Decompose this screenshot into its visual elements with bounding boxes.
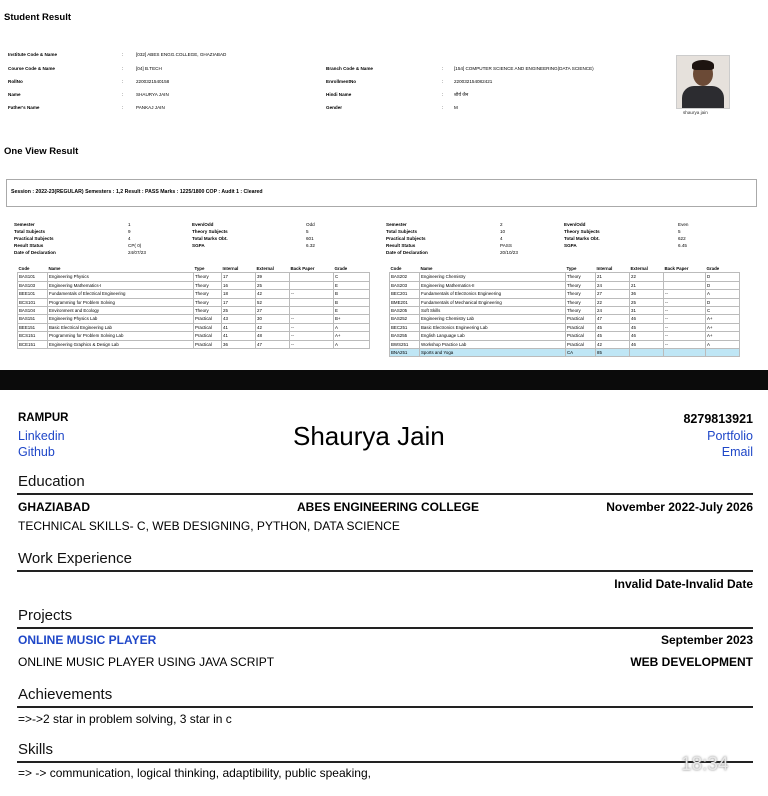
table-cell: Environment and Ecology	[48, 307, 194, 315]
table-cell: Engineering Physics	[48, 273, 194, 281]
stat-label: Semester	[386, 222, 407, 227]
sem2-result-status: PASS	[500, 243, 512, 248]
table-cell: --	[664, 298, 706, 306]
table-cell: 24	[596, 281, 630, 289]
branch-value: [154] COMPUTER SCIENCE AND ENGINEERING(DATA SCIENCE)	[454, 66, 594, 71]
stat-label: Date of Declaration	[14, 250, 56, 255]
sem1-stats	[14, 222, 384, 262]
table-row	[18, 307, 370, 315]
sem2-subject-table	[389, 265, 740, 357]
column-header: Grade	[334, 266, 348, 271]
sem2-theory-subjects: 5	[678, 229, 681, 234]
stat-label: Even/Odd	[192, 222, 214, 227]
table-cell: BCS101	[18, 298, 48, 306]
course-row	[8, 66, 668, 78]
table-cell	[630, 349, 664, 357]
table-cell: 17	[222, 298, 256, 306]
table-cell: BAS103	[18, 281, 48, 289]
institute-row	[8, 52, 668, 64]
candidate-name: Shaurya Jain	[293, 421, 445, 451]
separator: :	[122, 79, 124, 84]
location-text: RAMPUR	[18, 412, 69, 424]
resume-section	[0, 390, 768, 796]
table-cell: Programming for Problem Solving Lab	[48, 332, 194, 340]
student-result-panel	[0, 0, 768, 370]
project-category: WEB DEVELOPMENT	[630, 655, 753, 669]
table-row	[18, 323, 370, 331]
rollno-value: 2200321540158	[136, 79, 170, 84]
education-detail: TECHNICAL SKILLS- C, WEB DESIGNING, PYTHON, DATA SCIENCE	[18, 519, 400, 533]
column-header: Type	[566, 266, 577, 271]
student-photo	[676, 55, 730, 109]
table-row	[18, 298, 370, 306]
table-cell: 25	[222, 307, 256, 315]
column-header: Code	[18, 266, 30, 271]
stat-label: Practical Subjects	[386, 236, 426, 241]
table-cell: --	[664, 315, 706, 323]
institute-label: Institute Code & Name	[8, 52, 58, 57]
table-cell: Theory	[566, 281, 596, 289]
table-cell: Sports and Yoga	[420, 349, 566, 357]
table-cell: A+	[706, 332, 740, 340]
stat-label: Result Status	[386, 243, 416, 248]
table-cell: 45	[596, 332, 630, 340]
gender-label: Gender	[326, 105, 343, 110]
name-label: Name	[8, 92, 21, 97]
table-cell: Theory	[194, 290, 222, 298]
photo-body-shape	[682, 86, 724, 109]
stat-label: Total Subjects	[386, 229, 418, 234]
table-cell: 41	[222, 323, 256, 331]
table-cell: Fundamentals of Mechanical Engineering	[420, 298, 566, 306]
table-cell: 21	[596, 273, 630, 281]
table-cell: Engineering Physics Lab	[48, 315, 194, 323]
stat-label: Result Status	[14, 243, 44, 248]
table-cell: BCS151	[18, 332, 48, 340]
table-cell: --	[664, 323, 706, 331]
table-cell: 30	[256, 315, 290, 323]
table-cell: Practical	[194, 332, 222, 340]
table-cell: C	[334, 273, 370, 281]
table-cell: E	[334, 281, 370, 289]
table-cell: BAS101	[18, 273, 48, 281]
stat-label: Even/Odd	[564, 222, 586, 227]
session-summary-text: Session : 2022-23(REGULAR) Semesters : 1,2 Result : PASS Marks : 1225/1800 COP : Audit 1 : Cleared	[11, 189, 263, 195]
name-value: SHAURYA JAIN	[136, 92, 169, 97]
table-cell: A	[706, 340, 740, 348]
table-cell: Theory	[194, 298, 222, 306]
separator: :	[122, 66, 124, 71]
sem2-total-subjects: 10	[500, 229, 506, 234]
table-cell: Theory	[194, 307, 222, 315]
table-cell: --	[664, 340, 706, 348]
table-cell: 25	[256, 281, 290, 289]
table-cell: Theory	[566, 273, 596, 281]
table-row	[18, 281, 370, 289]
table-cell: 45	[596, 323, 630, 331]
table-row	[390, 340, 740, 348]
achievements-heading: Achievements	[18, 686, 113, 703]
table-cell: 25	[630, 298, 664, 306]
table-cell: A	[334, 323, 370, 331]
table-cell: B	[334, 290, 370, 298]
table-cell: A+	[706, 315, 740, 323]
github-link[interactable]: Github	[18, 445, 55, 459]
table-cell: BEE101	[18, 290, 48, 298]
stat-label: Semester	[14, 222, 35, 227]
stat-label: Theory Subjects	[192, 229, 228, 234]
education-rule	[17, 493, 753, 495]
separator: :	[442, 105, 444, 110]
table-cell: 21	[630, 281, 664, 289]
column-header: Code	[390, 266, 402, 271]
table-cell: 16	[222, 281, 256, 289]
screen-divider-bar	[0, 370, 768, 390]
sem2-semester: 2	[500, 222, 503, 227]
table-cell: 27	[596, 290, 630, 298]
name-row	[8, 92, 668, 104]
table-cell: D	[706, 281, 740, 289]
work-experience-heading: Work Experience	[18, 550, 132, 567]
table-cell: Practical	[566, 323, 596, 331]
table-cell: --	[664, 307, 706, 315]
table-cell: BEC251	[390, 323, 420, 331]
table-cell: BNA251	[390, 349, 420, 357]
table-cell: --	[290, 340, 334, 348]
table-cell: C	[706, 307, 740, 315]
table-cell: CA	[566, 349, 596, 357]
photo-caption: shaurya jain	[683, 110, 708, 115]
portfolio-link[interactable]: Portfolio	[707, 429, 753, 443]
gender-value: M	[454, 105, 458, 110]
sem1-semester: 1	[128, 222, 131, 227]
table-cell: Engineering Mathematics-I	[48, 281, 194, 289]
sem2-date: 20/10/23	[500, 250, 518, 255]
column-header: Name	[48, 266, 61, 271]
separator: :	[122, 52, 124, 57]
separator: :	[442, 79, 444, 84]
table-row	[390, 307, 740, 315]
sem1-total-marks: 601	[306, 236, 314, 241]
father-value: PANKAJ JAIN	[136, 105, 165, 110]
table-cell: --	[664, 332, 706, 340]
sem2-practical-subjects: 4	[500, 236, 503, 241]
table-cell: D	[706, 298, 740, 306]
column-header: Name	[420, 266, 433, 271]
table-cell: Practical	[194, 315, 222, 323]
table-cell: 52	[256, 298, 290, 306]
student-info-block	[8, 52, 668, 122]
achievements-rule	[17, 706, 753, 708]
stat-label: Theory Subjects	[564, 229, 600, 234]
table-cell: BEC201	[390, 290, 420, 298]
table-cell: Programming for Problem Solving	[48, 298, 194, 306]
table-cell	[706, 349, 740, 357]
table-row	[390, 349, 740, 357]
table-cell: Practical	[566, 340, 596, 348]
table-cell: Engineering Graphics & Design Lab	[48, 340, 194, 348]
table-cell: Soft Skills	[420, 307, 566, 315]
table-cell: A+	[706, 323, 740, 331]
table-cell: 36	[222, 340, 256, 348]
table-cell: --	[290, 290, 334, 298]
table-header-row	[390, 265, 740, 273]
table-cell: 31	[630, 307, 664, 315]
table-cell: BCE151	[18, 340, 48, 348]
table-cell: 46	[630, 332, 664, 340]
table-cell: A+	[334, 332, 370, 340]
table-cell: 45	[630, 323, 664, 331]
table-cell: Fundamentals of Electronics Engineering	[420, 290, 566, 298]
rollno-label: RollNo	[8, 79, 23, 84]
skills-rule	[17, 761, 753, 763]
skills-text: => -> communication, logical thinking, adaptibility, public speaking,	[18, 766, 371, 780]
sem1-total-subjects: 9	[128, 229, 131, 234]
branch-label: Branch Code & Name	[326, 66, 373, 71]
table-cell: 22	[596, 298, 630, 306]
table-cell: E	[334, 307, 370, 315]
table-cell: English Language Lab	[420, 332, 566, 340]
sem1-result-status: CP( 0)	[128, 243, 142, 248]
table-cell: Basic Electrical Engineering Lab	[48, 323, 194, 331]
project-description: ONLINE MUSIC PLAYER USING JAVA SCRIPT	[18, 655, 275, 669]
table-cell: Practical	[194, 340, 222, 348]
sem1-practical-subjects: 4	[128, 236, 131, 241]
separator: :	[442, 92, 444, 97]
stat-label: Total Marks Obt.	[564, 236, 600, 241]
table-cell: 36	[630, 290, 664, 298]
table-cell: 39	[256, 273, 290, 281]
father-row	[8, 105, 668, 117]
table-cell: --	[290, 323, 334, 331]
rollno-row	[8, 79, 668, 91]
sem1-sgpa: 6.32	[306, 243, 315, 248]
sem2-stats	[386, 222, 756, 262]
table-cell: 47	[596, 315, 630, 323]
table-cell: BAS205	[390, 307, 420, 315]
phone-number: 8279813921	[683, 412, 753, 426]
table-cell: Theory	[566, 307, 596, 315]
work-rule	[17, 570, 753, 572]
column-header: Back Paper	[290, 266, 315, 271]
sem2-total-marks: 622	[678, 236, 686, 241]
table-cell: 27	[256, 307, 290, 315]
column-header: Back Paper	[664, 266, 689, 271]
sem1-theory-subjects: 5	[306, 229, 309, 234]
table-cell	[664, 349, 706, 357]
table-cell: 22	[630, 273, 664, 281]
table-cell: --	[290, 315, 334, 323]
father-label: Father's Name	[8, 105, 40, 110]
student-result-title: Student Result	[4, 12, 72, 23]
table-cell: Practical	[194, 323, 222, 331]
table-cell	[290, 298, 334, 306]
table-cell: Practical	[566, 332, 596, 340]
sem2-even-odd: Even	[678, 222, 689, 227]
table-cell: A	[706, 290, 740, 298]
table-cell: Basic Electronics Engineering Lab	[420, 323, 566, 331]
column-header: Internal	[222, 266, 239, 271]
achievements-text: =>->2 star in problem solving, 3 star in c	[18, 712, 232, 726]
overlay-clock: 18:34	[681, 754, 729, 775]
photo-hair-shape	[692, 60, 714, 70]
session-summary-box	[6, 179, 757, 207]
table-cell: BAS203	[390, 281, 420, 289]
table-cell: Engineering Mathematics-II	[420, 281, 566, 289]
table-cell: --	[664, 290, 706, 298]
table-row	[18, 290, 370, 298]
table-row	[18, 332, 370, 340]
table-cell	[664, 273, 706, 281]
table-cell: 42	[256, 290, 290, 298]
table-cell: 42	[256, 323, 290, 331]
education-dates: November 2022-July 2026	[606, 500, 753, 514]
table-cell: Engineering Chemistry Lab	[420, 315, 566, 323]
table-cell: 46	[630, 315, 664, 323]
table-cell: BAS151	[18, 315, 48, 323]
table-cell: BAS104	[18, 307, 48, 315]
table-cell: Workshop Practice Lab	[420, 340, 566, 348]
column-header: Internal	[596, 266, 613, 271]
table-row	[18, 273, 370, 281]
institute-value: [032] ABES ENGG.COLLEGE, GHAZIABAD	[136, 52, 227, 57]
stat-label: SGPA	[564, 243, 577, 248]
table-cell	[290, 307, 334, 315]
one-view-result-title: One View Result	[4, 146, 79, 157]
stat-label: Practical Subjects	[14, 236, 54, 241]
table-cell: B+	[334, 315, 370, 323]
table-cell: Theory	[194, 281, 222, 289]
skills-heading: Skills	[18, 741, 54, 758]
hindi-name-value: शौर्य जैन	[454, 92, 469, 97]
table-row	[390, 323, 740, 331]
education-city: GHAZIABAD	[18, 500, 90, 514]
course-value: [04] B.TECH	[136, 66, 162, 71]
table-cell: BAS255	[390, 332, 420, 340]
table-header-row	[18, 265, 370, 273]
project-name-link[interactable]: ONLINE MUSIC PLAYER	[18, 633, 157, 647]
table-cell	[664, 281, 706, 289]
table-cell: BAS202	[390, 273, 420, 281]
projects-heading: Projects	[18, 607, 73, 624]
table-cell: BEE151	[18, 323, 48, 331]
sem2-sgpa: 6.45	[678, 243, 687, 248]
table-cell: B	[334, 298, 370, 306]
email-link[interactable]: Email	[721, 445, 753, 459]
table-cell: Engineering Chemistry	[420, 273, 566, 281]
table-cell: Theory	[194, 273, 222, 281]
table-cell: 42	[596, 340, 630, 348]
project-date: September 2023	[660, 633, 753, 647]
table-cell: Theory	[566, 290, 596, 298]
column-header: Type	[194, 266, 205, 271]
sem1-even-odd: Odd	[306, 222, 315, 227]
stat-label: Total Marks Obt.	[192, 236, 228, 241]
table-row	[390, 298, 740, 306]
table-cell: 43	[222, 315, 256, 323]
table-cell: A	[334, 340, 370, 348]
sem1-subject-table	[17, 265, 370, 349]
table-cell: 46	[630, 340, 664, 348]
table-row	[390, 332, 740, 340]
course-label: Course Code & Name	[8, 66, 55, 71]
education-heading: Education	[18, 473, 85, 490]
table-row	[390, 290, 740, 298]
table-cell: Fundamentals of Electrical Engineering	[48, 290, 194, 298]
table-cell: 85	[596, 349, 630, 357]
stat-label: Total Subjects	[14, 229, 46, 234]
table-cell: Theory	[566, 298, 596, 306]
separator: :	[122, 92, 124, 97]
separator: :	[122, 105, 124, 110]
stat-label: SGPA	[192, 243, 205, 248]
table-cell: Practical	[566, 315, 596, 323]
table-row	[18, 340, 370, 348]
column-header: External	[630, 266, 648, 271]
table-cell: BAS252	[390, 315, 420, 323]
column-header: External	[256, 266, 274, 271]
linkedin-link[interactable]: Linkedin	[18, 429, 65, 443]
table-cell: BME201	[390, 298, 420, 306]
table-cell: 41	[222, 332, 256, 340]
work-dates: Invalid Date-Invalid Date	[614, 577, 753, 591]
table-row	[18, 315, 370, 323]
table-cell: --	[290, 332, 334, 340]
table-row	[390, 315, 740, 323]
table-cell: D	[706, 273, 740, 281]
sem1-date: 24/07/23	[128, 250, 146, 255]
table-cell	[290, 273, 334, 281]
table-cell	[290, 281, 334, 289]
table-cell: BWS251	[390, 340, 420, 348]
table-row	[390, 273, 740, 281]
separator: :	[442, 66, 444, 71]
education-college: ABES ENGINEERING COLLEGE	[297, 500, 480, 514]
column-header: Grade	[706, 266, 720, 271]
enrollment-label: EnrollmentNo	[326, 79, 357, 84]
table-cell: 47	[256, 340, 290, 348]
table-row	[390, 281, 740, 289]
enrollment-value: 220032154082421	[454, 79, 493, 84]
table-cell: 24	[596, 307, 630, 315]
table-cell: 48	[256, 332, 290, 340]
hindi-name-label: Hindi Name	[326, 92, 352, 97]
projects-rule	[17, 627, 753, 629]
table-cell: 18	[222, 290, 256, 298]
table-cell: 17	[222, 273, 256, 281]
stat-label: Date of Declaration	[386, 250, 428, 255]
